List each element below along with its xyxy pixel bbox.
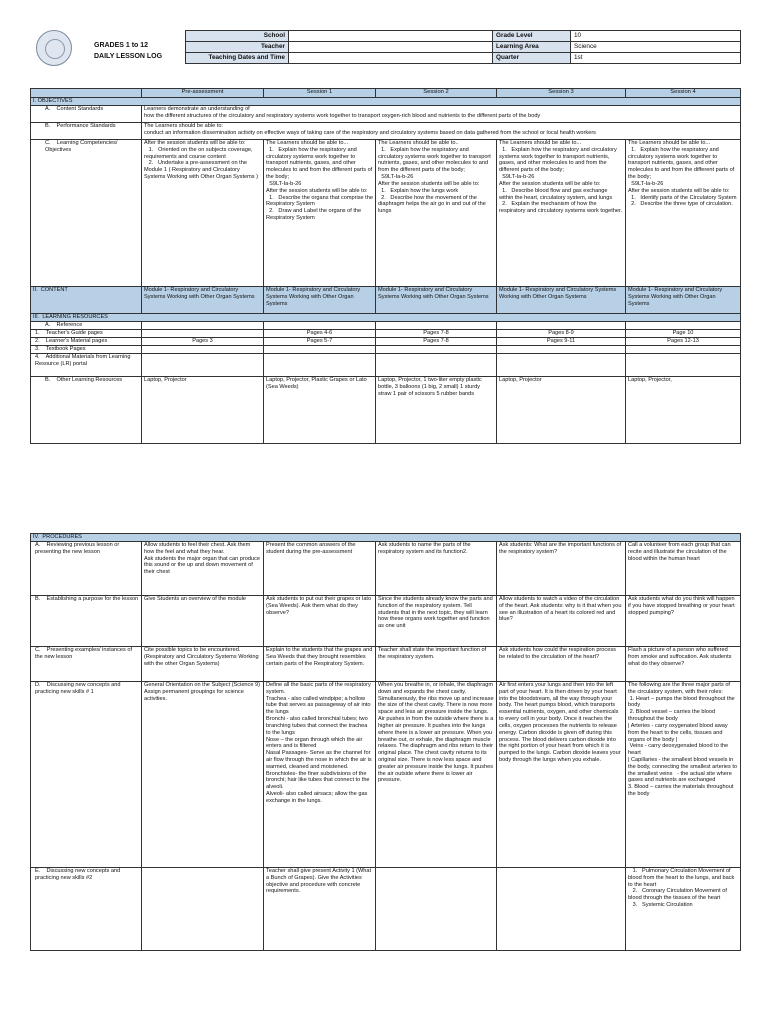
procedure-e-label: E. Discussing new concepts and practicing new skills #2 bbox=[31, 868, 142, 951]
procedure-c-session-4: Flash a picture of a person who suffered from smoke and suffocation. Ask students what do they observe? bbox=[626, 647, 741, 682]
procedure-c-session-3: Ask students how could the respiration process be related to the circulation of the heart? bbox=[497, 647, 626, 682]
lm-session-3: Pages 9-11 bbox=[497, 338, 626, 346]
competencies-label: C. Learning Competencies/ Objectives bbox=[31, 140, 142, 287]
procedure-b-session-3: Allow students to watch a video of the circulation of the heart. Ask students: why is it that when you see an illustration of a heart its colored red and blue? bbox=[497, 596, 626, 647]
procedure-c-label: C. Presenting examples/ instances of the new lesson bbox=[31, 647, 142, 682]
lm-session-4: Pages 12-13 bbox=[626, 338, 741, 346]
tg-session-2: Pages 7-8 bbox=[376, 330, 497, 338]
textbook-pages-label: 3. Textbook Pages bbox=[31, 346, 142, 354]
competency-session-2: The Learners should be able to.. 1. Explain how the respiratory and circulatory systems work together to transport nutrients, gases, and other molecules to and from the different parts of the body; S9LT-Ia-b-26 After the session students will be able to: 1. Explain how the lungs work 2. Describe how the movement of the diaphragm helps the air go in and out of the lungs bbox=[376, 140, 497, 287]
procedure-d-session-4: The following are the three major parts of the circulatory system, with their roles: 1. Heart – pumps the blood throughout the body 2. Blood vessel – carries the blood throughout the body | Arteries - carry oxygenated blood away from the heart to the cells, tissues and organs of the body | Veins - carry deoxygenated blood to the heart | Capillaries - the smallest blood vessels in the body, connecting the smallest arteries to the smallest veins - the actual site where gases and nutrients are exchanged 3. Blood – carries the materials throughout the body bbox=[626, 682, 741, 868]
procedure-b-label: B. Establishing a purpose for the lesson bbox=[31, 596, 142, 647]
tg-session-4: Page 10 bbox=[626, 330, 741, 338]
other-pre-assessment: Laptop, Projector bbox=[142, 377, 264, 444]
school-label: School bbox=[186, 31, 289, 42]
learners-material-label: 2. Learner's Material pages bbox=[31, 338, 142, 346]
competency-session-4: The Learners should be able to... 1. Explain how the respiratory and circulatory systems work together to transport nutrients, gases, and other molecules to and from the different parts of the body; S9LT-Ia-b-26 After the session students will be able to: 1. Identify parts of the Circulatory System 2. Describe the three type of circulation. bbox=[626, 140, 741, 287]
tg-pre-assessment bbox=[142, 330, 264, 338]
procedure-d-label: D. Discussing new concepts and practicing new skills # 1 bbox=[31, 682, 142, 868]
procedure-a-session-4: Call a volunteer from each group that can recite and illustrate the circulation of the blood within the human heart bbox=[626, 542, 741, 596]
learning-area-value: Science bbox=[571, 42, 741, 53]
corner-cell bbox=[31, 89, 142, 98]
procedure-a-label: A. Reviewing previous lesson or presenting the new lesson bbox=[31, 542, 142, 596]
school-value bbox=[289, 31, 493, 42]
content-session-1: Module 1- Respiratory and Circulatory Systems Working with Other Organ Systems bbox=[264, 287, 376, 314]
content-session-3: Module 1- Respiratory and Circulatory Systems Working with Other Organ Systems bbox=[497, 287, 626, 314]
quarter-label: Quarter bbox=[493, 53, 571, 64]
teacher-value bbox=[289, 42, 493, 53]
competency-pre-assessment: After the session students will be able to: 1. Oriented on the on subjects coverage, requirements and course content 2. Undertake a pre-assessment on the Module 1 ( Respiratory and Circulatory Systems Working with Other Organ Systems ) bbox=[142, 140, 264, 287]
performance-standards-text: The Learners should be able to: conduct an information dissemination activity on effective ways of taking care of the respiratory and circulatory systems based on data gathered from the school or local health workers bbox=[142, 123, 741, 140]
teachers-guide-label: 1. Teacher's Guide pages bbox=[31, 330, 142, 338]
col-header-session-2: Session 2 bbox=[376, 89, 497, 98]
procedure-a-session-1: Present the common answers of the student during the pre-assessment bbox=[264, 542, 376, 596]
grade-label: Grade Level bbox=[493, 31, 571, 42]
other-session-2: Laptop, Projector, 1 two-liter empty plastic bottle, 3 balloons (1 big, 2 small) 1 sturdy straw 1 pair of scissors 5 rubber bands bbox=[376, 377, 497, 444]
lm-pre-assessment: Pages 3 bbox=[142, 338, 264, 346]
tg-session-1: Pages 4-6 bbox=[264, 330, 376, 338]
form-title-line2: DAILY LESSON LOG bbox=[94, 53, 163, 60]
lesson-log-table-procedures bbox=[30, 533, 741, 951]
dates-label: Teaching Dates and Time bbox=[186, 53, 289, 64]
grade-value: 10 bbox=[571, 31, 741, 42]
section-procedures-heading: IV. PROCEDURES bbox=[31, 534, 741, 542]
content-standards-label: A. Content Standards bbox=[31, 106, 142, 123]
procedure-b-session-1: Ask students to put out their grapes or lato (Sea Weeds). Ask them what do they observe? bbox=[264, 596, 376, 647]
procedure-c-session-2: Teacher shall state the important function of the respiratory system. bbox=[376, 647, 497, 682]
other-session-3: Laptop, Projector bbox=[497, 377, 626, 444]
procedure-e-session-3 bbox=[497, 868, 626, 951]
procedure-e-pre-assessment bbox=[142, 868, 264, 951]
other-resources-label: B. Other Learning Resources bbox=[31, 377, 142, 444]
learning-area-label: Learning Area bbox=[493, 42, 571, 53]
content-session-2: Module 1- Respiratory and Circulatory Systems Working with Other Organ Systems bbox=[376, 287, 497, 314]
content-standards-text: Learners demonstrate an understanding of how the different structures of the circulatory and respiratory systems work together to transport oxygen-rich blood and nutrients to the different parts of the body bbox=[142, 106, 741, 123]
form-title-line1: GRADES 1 to 12 bbox=[94, 42, 149, 49]
procedure-b-session-4: Ask students what do you think will happen if you have stopped breathing or your heart stopped pumping? bbox=[626, 596, 741, 647]
other-session-1: Laptop, Projector, Plastic Grapes or Lato (Sea Weeds) bbox=[264, 377, 376, 444]
content-pre-assessment: Module 1- Respiratory and Circulatory Systems Working with Other Organ Systems bbox=[142, 287, 264, 314]
col-header-session-3: Session 3 bbox=[497, 89, 626, 98]
content-session-4: Module 1- Respiratory and Circulatory Systems Working with Other Organ Systems bbox=[626, 287, 741, 314]
procedure-c-session-1: Explain to the students that the grapes and Sea Weeds that they brought resembles certain parts of the Respiratory System. bbox=[264, 647, 376, 682]
section-objectives-heading: I. OBJECTIVES bbox=[31, 98, 741, 106]
procedure-e-session-4: 1. Pulmonary Circulation Movement of blood from the heart to the lungs, and back to the heart 2. Coronary Circulation Movement of blood through the tissues of the heart 3. Systemic Circulation bbox=[626, 868, 741, 951]
dates-value bbox=[289, 53, 493, 64]
procedure-e-session-2 bbox=[376, 868, 497, 951]
procedure-d-session-2: When you breathe in, or inhale, the diaphragm down and expands the chest cavity. Simultaneously, the ribs move up and increase the size of the chest cavity. There is now more space and less air pressure inside the lungs. Air pushes in from the outside where there is a higher air pressure. It pushes into the lungs where there is a lower air pressure. When you breathe out, or exhale, the diaphragm muscle relaxes. The diaphragm and ribs return to their original place. The chest cavity returns to its original size. There is now less space and greater air pressure inside the lungs. It pushes the air outside where there is lower air pressure. bbox=[376, 682, 497, 868]
competency-session-3: The Learners should be able to... 1. Explain how the respiratory and circulatory systems work together to transport nutrients, gases, and other molecules to and from the different parts of the body; S9LT-Ia-b-26 After the session students will be able to: 1. Describe blood flow and gas exchange within the heart, circulatory system, and lungs 2. Explain the mechanism of how the respiratory and circulatory systems work together. bbox=[497, 140, 626, 287]
performance-standards-label: B. Performance Standards bbox=[31, 123, 142, 140]
other-session-4: Laptop, Projector, bbox=[626, 377, 741, 444]
procedure-a-session-2: Ask students to name the parts of the respiratory system and its function2. bbox=[376, 542, 497, 596]
tg-session-3: Pages 8-9 bbox=[497, 330, 626, 338]
procedure-b-pre-assessment: Give Students an overview of the module bbox=[142, 596, 264, 647]
procedure-a-pre-assessment: Allow students to feel their chest. Ask them how the feel and what they hear. Ask students the major organ that can produce this sound or the up and down movement of their chest bbox=[142, 542, 264, 596]
procedure-d-pre-assessment: General Orientation on the Subject (Science 9) Assign permanent groupings for science activities. bbox=[142, 682, 264, 868]
lm-session-1: Pages 5-7 bbox=[264, 338, 376, 346]
procedure-b-session-2: Since the students already know the parts and function of the respiratory system. Tell students that in the next topic, they will learn how these organs work together and function as one unit bbox=[376, 596, 497, 647]
competency-session-1: The Learners should be able to... 1. Explain how the respiratory and circulatory systems work together to transport nutrients, gases, and other molecules to and from the different parts of the body; S9LT-Ia-b-26 After the session students will be able to: 1. Describe the organs that comprise the Respiratory System 2. Draw and Label the organs of the Respiratory System bbox=[264, 140, 376, 287]
col-header-session-1: Session 1 bbox=[264, 89, 376, 98]
deped-seal-logo bbox=[36, 30, 72, 66]
reference-label: A. Reference bbox=[31, 322, 142, 330]
procedure-d-session-3: Air first enters your lungs and then into the left part of your heart. It is then driven by your heart into the bloodstream, all the way through your body. The heart pumps blood, which transports essential nutrients, oxygen, and other chemicals to every cell in your body. Once it reaches the cells, oxygen processes the nutrients to release energy. Carbon dioxide is given off during this process. The blood delivers carbon dioxide into the right portion of your heart from which it is pumped to the lungs. Carbon dioxide leaves your body through the lungs when you exhale. bbox=[497, 682, 626, 868]
header-info-table bbox=[185, 30, 741, 64]
section-resources-heading: III. LEARNING RESOURCES bbox=[31, 314, 741, 322]
col-header-pre-assessment: Pre-assessment bbox=[142, 89, 264, 98]
quarter-value: 1st bbox=[571, 53, 741, 64]
section-content-heading: II. CONTENT bbox=[31, 287, 142, 314]
procedure-e-session-1: Teacher shall give present Activity 1 (What a Bunch of Grapes). Give the Activities objective and procedure with concrete requirements. bbox=[264, 868, 376, 951]
teacher-label: Teacher bbox=[186, 42, 289, 53]
additional-materials-label: 4. Additional Materials from Learning Resource (LR) portal bbox=[31, 354, 142, 377]
procedure-c-pre-assessment: Cite possible topics to be encountered. (Respiratory and Circulatory Systems Working with the other Organ Systems) bbox=[142, 647, 264, 682]
lesson-log-table-top bbox=[30, 88, 741, 444]
col-header-session-4: Session 4 bbox=[626, 89, 741, 98]
procedure-a-session-3: Ask students: What are the important functions of the respiratory system? bbox=[497, 542, 626, 596]
lm-session-2: Pages 7-8 bbox=[376, 338, 497, 346]
procedure-d-session-1: Define all the basic parts of the respiratory system. Trachea - also called windpipe; a hollow tube that serves as passageway of air into the lungs Bronchi - also called bronchial tubes; two branching tubes that connect the trachea to the lungs Nose – the organ through which the air enters and is filtered Nasal Passages- Serve as the channel for air flow through the nose in which the air is warmed, cleaned and moistened. Bronchioles- the finer subdivisions of the bronchi; hair like tubes that connect to the alveoli. Alveoli- also called airsacs; allow the gas exchange in the lungs. bbox=[264, 682, 376, 868]
